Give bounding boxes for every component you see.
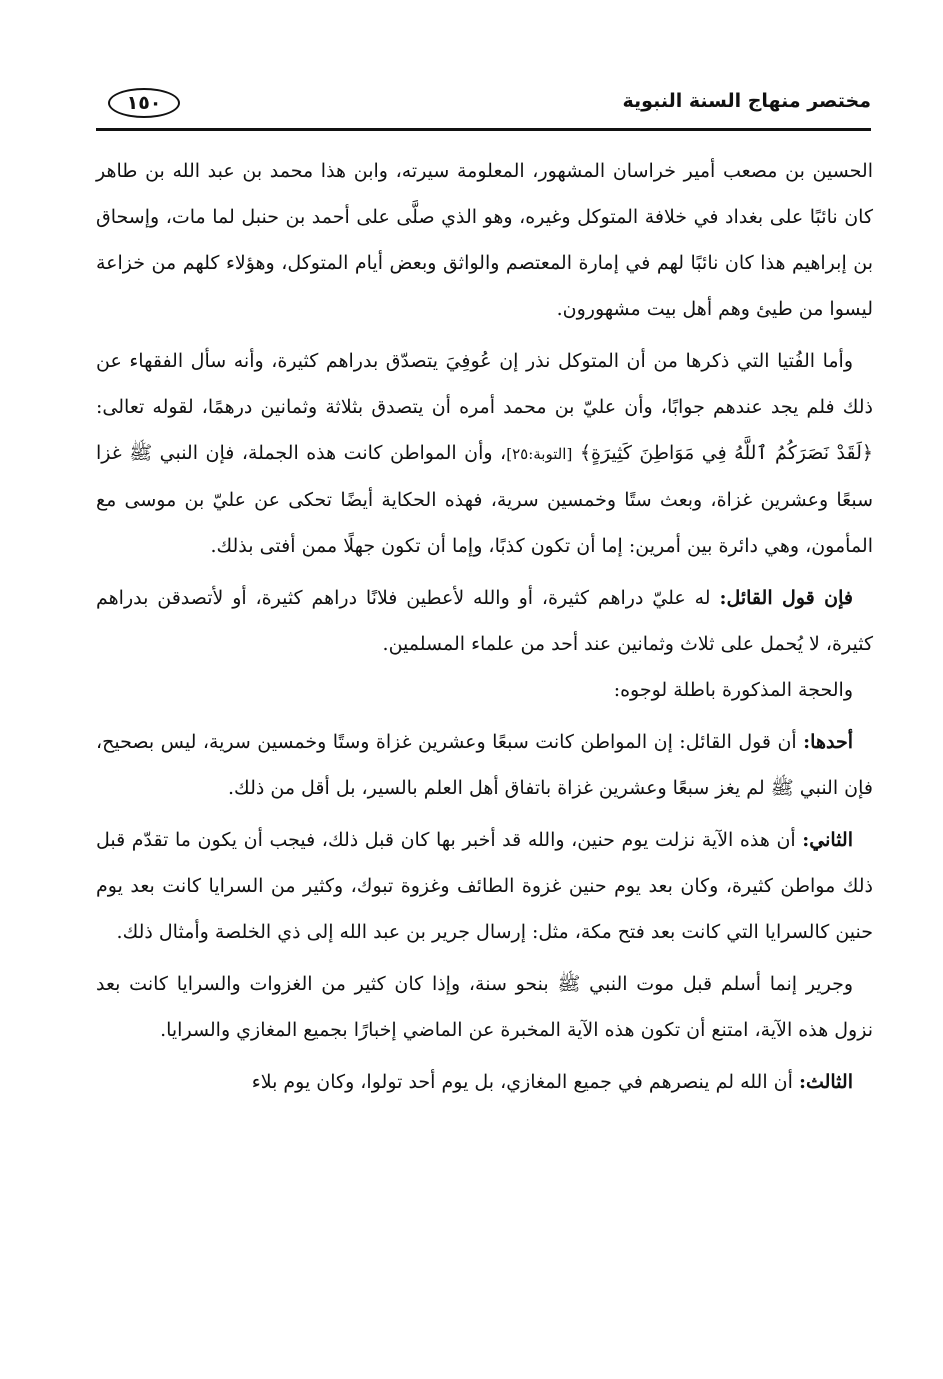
paragraph — [96, 338, 873, 569]
paragraph-text: وأما الفُتيا التي ذكرها من أن المتوكل نذر إن عُوفِيَ يتصدّق بدراهم كثيرة، وأنه سأل الفقهاء عن ذلك فلم يجد عندهم جوابًا، وأن عليّ بن محمد أمره أن يتصدق بثلاثة وثمانين درهمًا، لقوله تعالى: — [96, 350, 873, 418]
paragraph — [96, 817, 873, 955]
paragraph — [96, 1059, 873, 1105]
paragraph-lead: الثاني: — [802, 829, 853, 851]
paragraph — [96, 719, 873, 811]
page-header — [96, 82, 871, 128]
page-number: ١٥٠ — [108, 88, 180, 118]
paragraph — [96, 575, 873, 667]
paragraph-text: أن الله لم ينصرهم في جميع المغازي، بل يوم أحد تولوا، وكان يوم بلاء — [251, 1071, 799, 1093]
paragraph-text: ، وأن المواطن كانت هذه الجملة، فإن النبي ﷺ غزا سبعًا وعشرين غزاة، وبعث ستًا وخمسين سرية، فهذه الحكاية أيضًا تحكى عن عليّ بن موسى مع المأمون، وهي دائرة بين أمرين: إما أن تكون كذبًا، وإما أن تكون جهلًا ممن أفتى بذلك. — [96, 442, 873, 557]
verse-reference: [التوبة:٢٥] — [506, 445, 573, 463]
book-title: مختصر منهاج السنة النبوية — [622, 90, 871, 112]
paragraph-text: أن قول القائل: إن المواطن كانت سبعًا وعشرين غزاة وستًا وخمسين سرية، ليس بصحيح، فإن النبي ﷺ لم يغز سبعًا وعشرين غزاة باتفاق أهل العلم بالسير، بل أقل من ذلك. — [96, 731, 873, 799]
paragraph: الحسين بن مصعب أمير خراسان المشهور، المعلومة سيرته، وابن هذا محمد بن عبد الله بن طاهر كان نائبًا على بغداد في خلافة المتوكل وغيره، وهو الذي صلَّى على أحمد بن حنبل لما مات، وإسحاق بن إبراهيم هذا كان نائبًا لهم في إمارة المعتصم والواثق وبعض أيام المتوكل، وهؤلاء كلهم من خزاعة ليسوا من طيئ وهم أهل بيت مشهورون. — [96, 160, 873, 320]
header-rule — [96, 128, 871, 131]
paragraph-lead: الثالث: — [798, 1071, 853, 1093]
paragraph-text: له عليّ دراهم كثيرة، أو والله لأعطين فلانًا دراهم كثيرة، أو لأتصدقن بدراهم كثيرة، لا يُحمل على ثلاث وثمانين عند أحد من علماء المسلمين. — [96, 587, 873, 655]
paragraph-text: أن هذه الآية نزلت يوم حنين، والله قد أخبر بها كان قبل ذلك، فيجب أن يكون ما تقدّم قبل ذلك مواطن كثيرة، وكان بعد يوم حنين غزوة الطائف وغزوة تبوك، وكثير من السرايا كانت بعد يوم حنين كالسرايا التي كانت بعد فتح مكة، مثل: إرسال جرير بن عبد الله إلى ذي الخلصة وأمثال ذلك. — [96, 829, 873, 943]
paragraph: والحجة المذكورة باطلة لوجوه: — [613, 679, 853, 701]
paragraph-lead: أحدها: — [803, 731, 853, 753]
paragraph: وجرير إنما أسلم قبل موت النبي ﷺ بنحو سنة، وإذا كان كثير من الغزوات والسرايا كانت بعد نزول هذه الآية، امتنع أن تكون هذه الآية المخبرة عن الماضي إخبارًا بجميع المغازي والسرايا. — [96, 973, 873, 1041]
quran-verse: ﴿لَقَدْ نَصَرَكُمُ ٱللَّهُ فِي مَوَاطِنَ كَثِيرَةٍ﴾ — [579, 442, 873, 464]
page-body — [96, 148, 873, 1105]
paragraph-lead: فإن قول القائل: — [719, 587, 853, 609]
